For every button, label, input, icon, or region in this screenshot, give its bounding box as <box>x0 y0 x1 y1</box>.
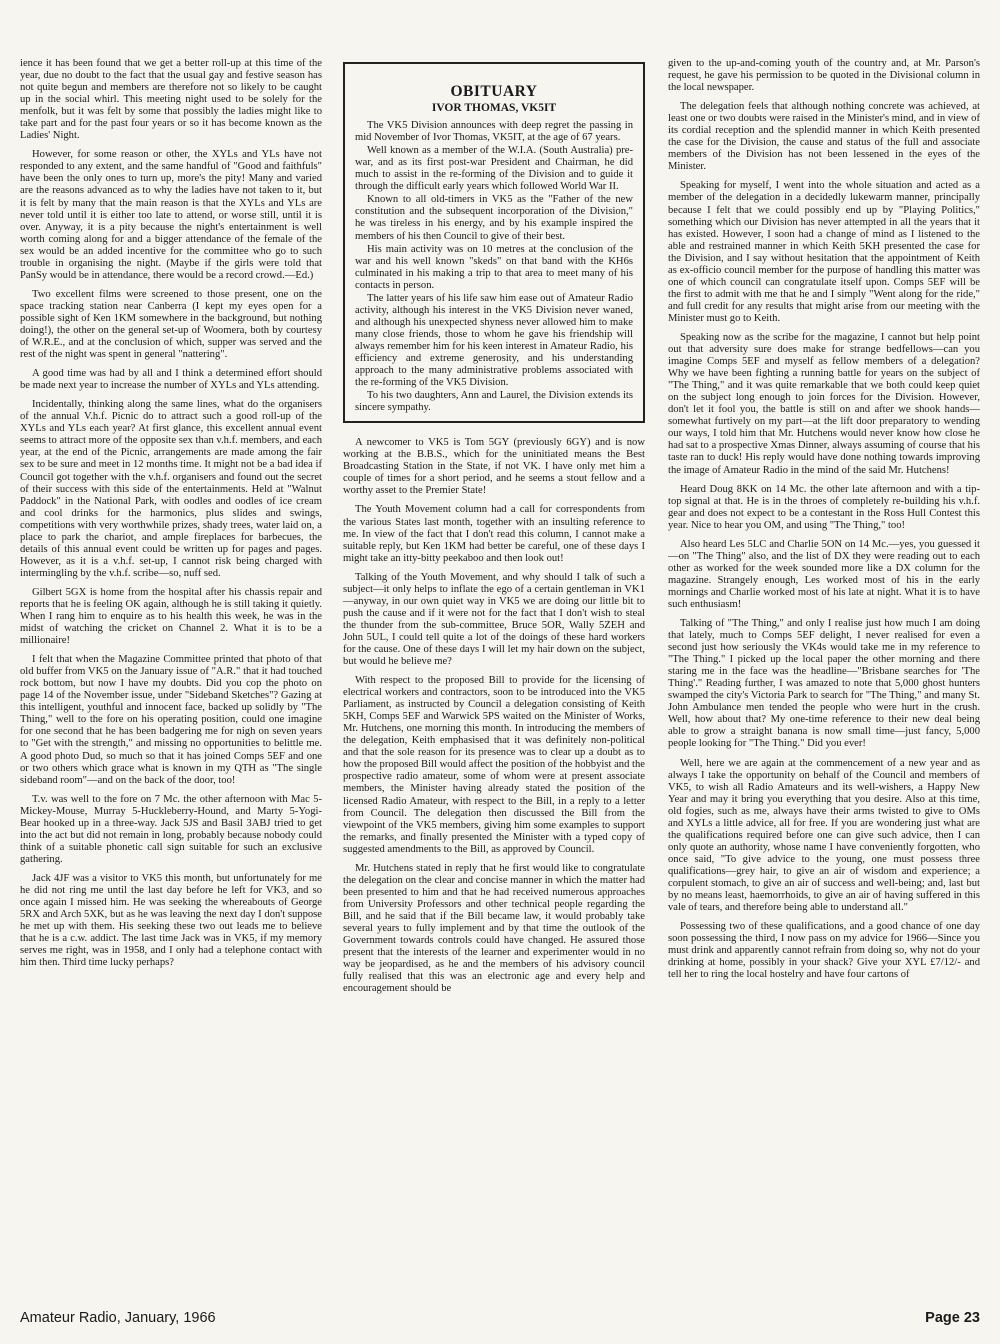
column-middle <box>343 58 645 1308</box>
article-paragraph: I felt that when the Magazine Committee printed that photo of that old buffer from VK5 on the January issue of "A.R." that it had touched rock bottom, but now I have my doubts. Did you cop the photo on page 14 of the November issue, under "Sideband Sketches"? Gazing at this intelligent, youthful and innocent face, backed up solidly by "The Thing," well to the fore on his operating position, could one imagine for one second that he has been badgering me for nigh on seven years to "Get with the strength," and missing no opportunities to belittle me. A good photo Dud, so much so that it has joined Comps 5EF and one or two others which grace what is known in my QTH as "The single sideband room"—and on the back of the door, too! <box>20 654 322 786</box>
obituary-box <box>343 62 645 423</box>
obituary-paragraph: The latter years of his life saw him ease out of Amateur Radio activity, although his interest in the VK5 Division never waned, and although his unexpected shyness never allowed him to make many close friends, those to whom he gave his friendship will always remember him for his keen interest in Amateur Radio, his efficiency and extreme generosity, and his understanding approach to the many administrative problems associated with the re-forming of the VK5 Division. <box>355 292 633 389</box>
article-paragraph: Two excellent films were screened to those present, one on the space tracking station near Canberra (I kept my eyes open for a possible sight of Ken 1KM somewhere in the background, but nothing doing!), the other on the general set-up of Woomera, both by courtesy of W.R.E., and at the conclusion of which, supper was served and the rest of the night was spent in general "nattering". <box>20 288 322 361</box>
article-paragraph: The Youth Movement column had a call for correspondents from the various States last month, together with an insulting reference to me. In view of the fact that I don't read this column, I cannot make a suitable reply, but Ken 1KM had better be careful, one of these days I might take an itty-bitty peekaboo and then look out! <box>343 504 645 564</box>
article-paragraph: given to the up-and-coming youth of the country and, at Mr. Parson's request, he gave his permission to be quoted in the Divisional column in the local newspaper. <box>668 58 980 94</box>
article-paragraph: Talking of the Youth Movement, and why should I talk of such a subject—it only helps to inflate the ego of a certain gentleman in VK1—anyway, in our own quiet way in VK5 we are doing our little bit to push the cause and if it were not for the fact that I don't wish to steal the thunder from the sub-committee, Bruce 5OR, Wally 5ZEH and John 5UL, I could tell quite a lot of the doings of these hard workers for the cause. One of these days I will let my hair down on the subject, but would he believe me? <box>343 571 645 668</box>
column-left <box>20 58 322 1308</box>
obituary-paragraph: Known to all old-timers in VK5 as the "Father of the new constitution and the subsequent incorporation of the Division," he was tireless in his energy, and by his example inspired the members of his then Council to give of their best. <box>355 194 633 242</box>
page-number: Page 23 <box>925 1310 980 1326</box>
article-paragraph: Heard Doug 8KK on 14 Mc. the other late afternoon and with a tip-top signal at that. He is in the throes of completely re-building his v.h.f. gear and does not expect to be a contestant in the Ross Hull Contest this year. Nice to hear you OM, and using "The Thing," too! <box>668 483 980 531</box>
page-footer <box>20 1310 980 1334</box>
article-paragraph: The delegation feels that although nothing concrete was achieved, at least one or two doubts were raised in the Minister's mind, and in view of its cordial reception and the splendid manner in which Keith presented the case for the Division, the cause and status of the full and associate members of the Division has not been lessened in the eyes of the Minister. <box>668 101 980 173</box>
article-paragraph: With respect to the proposed Bill to provide for the licensing of electrical workers and contractors, soon to be introduced into the VK5 Parliament, as instructed by Council a delegation consisting of Keith 5KH, Comps 5EF and Warwick 5PS waited on the Minister of Works, Mr. Hutchens, one morning this month. In introducing the members of the delegation, Keith emphasised that it was definitely non-political and that the sole reason for its presence was to clear up a doubt as to how the proposed Bill would affect the position of the hobbyist and the prospective radio amateur, some of whom were at present associate members, the Minister having already stated the position of the licensed Radio Amateur, with respect to the Bill, in a reply to a letter from Council. The delegation then discussed the Bill from the viewpoint of the VK5 members, giving him some examples to support the remarks, and finally presented the Minister with a typed copy of suggested amendments to the Bill, as approved by Council. <box>343 675 645 855</box>
article-paragraph: Mr. Hutchens stated in reply that he first would like to congratulate the delegation on the clear and concise manner in which the matter had been presented to him and that he had received numerous approaches from University Professors and other technical people regarding the Bill, and he said that if the Bill became law, it would probably take several years to fully implement and by that time the outlook of the Government towards controls could have changed. He assured those present that the interests of the learner and experimenter would in no way be jeopardised, as he and the members of his advisory council fully realised that this was an electronic age and every help and encouragement should be <box>343 862 645 995</box>
article-paragraph: Also heard Les 5LC and Charlie 5ON on 14 Mc.—yes, you guessed it—on "The Thing" also, and the list of DX they were reading out to each other as worked for the week sounded more like a DX column for the magazine. Strangely enough, Les worked most of his in the early mornings and Charlie worked most of his late at night. What it is to have such enthusiasm! <box>668 538 980 610</box>
obituary-paragraph: Well known as a member of the W.I.A. (South Australia) pre-war, and as its first post-war President and Chairman, he did much to assist in the re-forming of the Division and to guide it through the difficult early years which followed World War II. <box>355 145 633 193</box>
article-paragraph: Speaking now as the scribe for the magazine, I cannot but help point out that adversity sure does make for strange bedfellows—can you imagine Comps 5EF and myself as fellow members of a delegation? Why we have been fighting a running battle for years on the subject of "The Thing," and it was quite remarkable that we both could keep quiet on the subject long enough to join forces for the Division. However, don't let it fool you, the battle is still on and after we shook hands—somewhat furtively on my part—at the lift door preparatory to wending our ways, I told him that Mr. Hutchens would never know how close he had sat to a prospective Xmas Dinner, always assuming of course that his taste ran to duck! His reply would have done nothing towards improving the image of Amateur Radio in the mind of the said Mr. Hutchens! <box>668 331 980 476</box>
article-paragraph: Speaking for myself, I went into the whole situation and acted as a member of the delegation in a decidedly lukewarm manner, principally because I felt that we could possibly end up by "Playing Politics," something which our Division has never attempted in all the years that it has existed. However, I soon had a change of mind as I listened to the able and restrained manner in which Keith 5KH presented the case for the Division, and I say without hesitation that the appointment of Keith as ex-officio council member for the purpose of handling this matter was one of which council can congratulate itself upon. Comps 5EF will be the first to admit with me that he and I simply "Went along for the ride," and full credit for any results that might arise from our meeting with the Minister must go to Keith. <box>668 180 980 324</box>
obituary-paragraph: To his two daughters, Ann and Laurel, the Division extends its sincere sympathy. <box>355 390 633 414</box>
article-paragraph: ience it has been found that we get a better roll-up at this time of the year, due no doubt to the fact that the usual gay and festive season has not quite begun and members are therefore not so likely to be caught up in the social whirl. This meeting night used to be solely for the menfolk, but it was felt by some that possibly the ladies might like to take part and for the past four years or so it has become known as the Ladies' Night. <box>20 58 322 142</box>
article-paragraph: Incidentally, thinking along the same lines, what do the organisers of the annual V.h.f. Picnic do to attract such a good roll-up of the XYLs and YLs each year? At first glance, this excellent annual event seems to attract more of the opposite sex than v.h.f. members, and each year, at the end of the Picnic, arrangements are made among the fair sex to be sure and meet in 12 months time. It might not be a bad idea if Council got together with the v.h.f. organisers and found out the secret of their success with this side of the entertainments. Held at "Walnut Paddock" in the National Park, with oodles and oodles of ice cream and cool drinks for the harmonics, plus slides and swings, competitions with very worthwhile prizes, shady trees, water laid on, a place to park the chariot, and ample fireplaces for barbecues, the details of this annual event could be written up for pages and pages. However, as it is a v.h.f. set-up, I cannot risk being charged with intermingling by the v.h.f. scribe—so, nuff sed. <box>20 399 322 579</box>
publication-info: Amateur Radio, January, 1966 <box>20 1310 216 1326</box>
article-paragraph: Well, here we are again at the commencement of a new year and as always I take the opportunity on behalf of the Council and members of VK5, to wish all Radio Amateurs and its well-wishers, a Happy New Year and may it bring you everything that you desire. Also at this time, old fogies, such as me, always have their arms twisted to give to OMs and XYLs a little advice, all for free. If you are wondering just what are the qualifications required before one can give such advice, then I can only quote an authority, whose name I have conveniently forgotten, who once said, "To give advice to the young, one must possess three qualifications—grey hair, to give an air of wisdom and experience; a corpulent stomach, to give an air of success and well-being; and, last but by no means least, haemorrhoids, to give an air of having suffered in this vale of tears, and therefore being able to understand all." <box>668 757 980 914</box>
obituary-paragraph: The VK5 Division announces with deep regret the passing in mid November of Ivor Thomas, VK5IT, at the age of 67 years. <box>355 120 633 144</box>
article-paragraph: A newcomer to VK5 is Tom 5GY (previously 6GY) and is now working at the B.B.S., which for the uninitiated means the Best Broadcasting Station in the State, if not VK. I have only met him a couple of times for a short period, and he seems a stout fellow and a worthy asset to the Premier State! <box>343 437 645 497</box>
obituary-subheading: IVOR THOMAS, VK5IT <box>431 102 557 115</box>
article-paragraph: A good time was had by all and I think a determined effort should be made next year to increase the number of XYLs and YLs attending. <box>20 368 322 392</box>
obituary-heading: OBITUARY <box>450 83 538 100</box>
article-paragraph: Jack 4JF was a visitor to VK5 this month, but unfortunately for me he did not ring me until the last day before he left for VK3, and so once again I missed him. He was seeking the whereabouts of George 5RX and Arch 5XK, but as he was leaving the next day I don't suppose he met up with them. His seeking these two out leads me to believe that he is a c.w. addict. The last time Jack was in VK5, if my memory serves me right, was in 1958, and I only had a telephone contact with him then. Third time lucky perhaps? <box>20 872 322 969</box>
article-paragraph: Possessing two of these qualifications, and a good chance of one day soon possessing the third, I now pass on my advice for 1966—Since you must drink and apparently cannot refrain from doing so, why not do your drinking at home, possibly in your shack? Give your XYL £7/12/- and tell her to ring the local hostelry and have four cartons of <box>668 921 980 981</box>
obituary-paragraph: His main activity was on 10 metres at the conclusion of the war and his well known "skeds" on that band with the KH6s culminated in his making a trip to that area to meet many of his contacts in person. <box>355 243 633 291</box>
article-paragraph: Talking of "The Thing," and only I realise just how much I am doing that lately, much to Comps 5EF delight, I never realised for even a second just how seriously the VK4s would take me in my reference to "The Thing." I picked up the local paper the other morning and there staring me in the face was the headline—"Brisbane searches for 'The Thing'." Reading further, I was amazed to note that 5,000 ghost hunters swamped the city's Victoria Park to search for "The Thing," and many St. John Ambulance men tended the people who were hurt in the crush. Well, how about that? My one-time reference to their new deal being able to grow a straight banana is now small time—just fancy, 5,000 people looking for "The Thing." Did you ever! <box>668 618 980 750</box>
article-paragraph: However, for some reason or other, the XYLs and YLs have not responded to any extent, and the same handful of "Good and faithfuls" have been the only ones to turn up, more's the pity! Many and varied are the reasons advanced as to why the ladies have not taken to it, but it is felt by many that the main reason is that the XYLs and YLs are never told until it is either too late to attend, or worse still, until it is over. Anyway, it is a pity because the night's entertainment is well worth coming along for and a bigger attendance of the female of the sex would be an added incentive for the committee who go to such trouble in organising the night. (Maybe if the girls were told that PanSy would be in attendance, there would be a record crowd.—Ed.) <box>20 149 322 281</box>
column-right <box>668 58 980 1308</box>
article-paragraph: Gilbert 5GX is home from the hospital after his chassis repair and reports that he is feeling OK again, although he is still taking it quietly. When I rang him to enquire as to his health this week, he was in the midst of watching the cricket on Channel 2. What it is to be a millionaire! <box>20 586 322 647</box>
article-paragraph: T.v. was well to the fore on 7 Mc. the other afternoon with Mac 5-Mickey-Mouse, Murray 5-Huckleberry-Hound, and Marty 5-Yogi-Bear hooked up in a three-way. Jack 5JS and Basil 3ABJ tried to get into the act but did not remain in long, probably because nobody could think of a suitable phonetic call sign suitable for such an exclusive gathering. <box>20 793 322 865</box>
